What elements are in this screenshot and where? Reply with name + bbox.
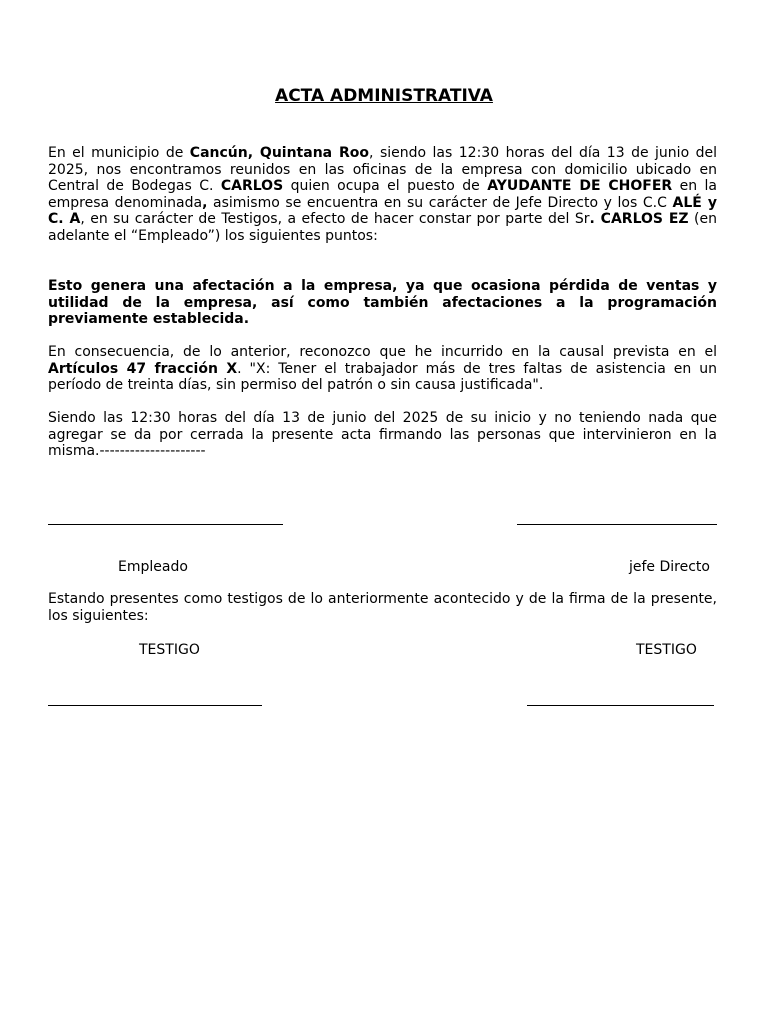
- consequence-paragraph: [48, 344, 717, 394]
- witness-right-signature-line[interactable]: [527, 705, 714, 706]
- employee-full-name: . CARLOS EZ: [589, 211, 689, 228]
- document-title: ACTA ADMINISTRATIVA: [275, 86, 493, 106]
- intro-text-6: , en su carácter de Testigos, a efecto de hacer constar por parte del Sr: [80, 211, 590, 228]
- city-name: Cancún, Quintana Roo: [189, 145, 370, 161]
- employee-label: Empleado: [118, 559, 188, 575]
- witness-right-label: TESTIGO: [636, 642, 697, 658]
- impact-paragraph: Esto genera una afectación a la empresa, ya que ocasiona pérdida de ventas y utilidad de la empresa, así como también afectaciones a la programación previamente establecida.: [48, 278, 717, 328]
- intro-paragraph: [48, 145, 717, 245]
- witness-left-label: TESTIGO: [139, 642, 200, 658]
- employee-first-name: CARLOS: [220, 178, 284, 195]
- consequence-text-1: En consecuencia, de lo anterior, reconozco que he incurrido en la causal prevista en el: [48, 344, 717, 360]
- boss-label: jefe Directo: [629, 559, 710, 575]
- witness-paragraph: Estando presentes como testigos de lo anteriormente acontecido y de la firma de la presente, los siguientes:: [48, 591, 717, 624]
- bold-comma: ,: [202, 194, 208, 211]
- legal-article: Artículos 47 fracción X: [48, 360, 238, 377]
- witness-left-signature-line[interactable]: [48, 705, 262, 706]
- intro-text-7: (en adelante el “Empleado”) los siguientes puntos:: [48, 211, 717, 244]
- intro-text-1: En el municipio de: [48, 145, 190, 161]
- closing-paragraph: Siendo las 12:30 horas del día 13 de junio del 2025 de su inicio y no teniendo nada que agregar se da por cerrada la presente acta firmando las personas que intervinieron en la misma.---------------------: [48, 410, 717, 460]
- intro-text-5: asimismo se encuentra en su carácter de Jefe Directo y los C.C: [207, 194, 673, 211]
- consequence-text-2: . "X: Tener el trabajador más de tres faltas de asistencia en un período de treinta días, sin permiso del patrón o sin causa justificada".: [48, 360, 717, 394]
- employee-signature-line[interactable]: [48, 524, 283, 525]
- intro-text-4: en la empresa denominada: [48, 178, 718, 211]
- job-title: AYUDANTE DE CHOFER: [487, 178, 673, 195]
- boss-signature-line[interactable]: [517, 524, 717, 525]
- witness-names: ALÉ y C. A: [48, 194, 717, 228]
- intro-text-3: quien ocupa el puesto de: [283, 178, 488, 195]
- intro-text-2: , siendo las 12:30 horas del día 13 de junio del 2025, nos encontramos reunidos en las oficinas de la empresa con domicilio ubicado en Central de Bodegas C.: [48, 145, 717, 195]
